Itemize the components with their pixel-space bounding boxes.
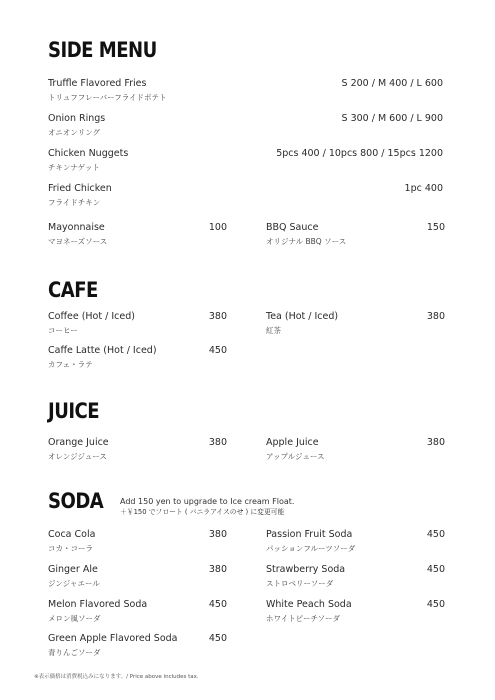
item-name-jp: オニオンリング [48,128,101,137]
menu-item-apple-juice [266,437,324,462]
item-name: Fried Chicken [48,183,112,194]
item-name-jp: カフェ・ラテ [48,360,93,369]
item-price: 380 [208,437,227,448]
item-price: 450 [426,529,445,540]
item-name-jp: オレンジジュース [48,452,107,461]
item-name: Strawberry Soda [266,564,346,575]
item-price: 380 [208,311,227,322]
item-price: 450 [426,599,445,610]
item-name: Ginger Ale [48,564,98,575]
float-upgrade-note [120,496,294,518]
menu-item-truffle-fries [48,78,167,103]
item-name: Truffle Flavored Fries [48,78,147,89]
item-price: 1pc 400 [404,183,443,194]
item-price: 100 [208,222,227,233]
menu-item-caffe-latte [48,345,157,370]
item-name: Coffee (Hot / Iced) [48,311,135,322]
item-name: Orange Juice [48,437,109,448]
item-price: 5pcs 400 / 10pcs 800 / 15pcs 1200 [276,148,443,159]
item-name: Green Apple Flavored Soda [48,633,178,644]
item-name: Tea (Hot / Iced) [266,311,339,322]
menu-item-tea [266,311,338,336]
menu-item-passion-fruit-soda [266,529,355,554]
item-name: Chicken Nuggets [48,148,129,159]
item-name: White Peach Soda [266,599,352,610]
item-name: Coca Cola [48,529,96,540]
item-name-jp: マヨネーズソース [48,237,108,246]
item-name-jp: 青りんごソーダ [48,648,101,657]
item-name: BBQ Sauce [266,222,319,233]
item-name-jp: パッションフルーツソーダ [266,544,356,553]
item-name-jp: 紅茶 [266,326,281,335]
cafe-heading: CAFE [48,278,98,302]
item-name: Melon Flavored Soda [48,599,148,610]
item-price: 380 [208,529,227,540]
item-price: 450 [208,599,227,610]
menu-item-coca-cola [48,529,95,554]
item-name-jp: コーヒー [48,326,78,335]
menu-item-green-apple-soda [48,633,178,658]
item-name-jp: ストロベリーソーダ [266,579,334,588]
menu-item-strawberry-soda [266,564,345,589]
menu-item-mayonnaise [48,222,107,247]
menu-item-ginger-ale [48,564,100,589]
menu-item-fried-chicken [48,183,112,208]
tax-footnote: ※表示価格は消費税込みになります。/ Price above includes tax. [34,674,199,680]
item-price: 450 [426,564,445,575]
item-name-jp: オリジナル BBQ ソース [266,237,347,246]
item-name-jp: ホワイトピーチソーダ [266,614,341,623]
float-note-en: Add 150 yen to upgrade to Ice cream Float. [120,497,295,506]
item-price: 450 [208,633,227,644]
item-price: S 300 / M 600 / L 900 [341,113,443,124]
item-name: Mayonnaise [48,222,105,233]
item-name-jp: トリュフフレーバーフライドポテト [48,93,167,102]
menu-item-chicken-nuggets [48,148,128,173]
menu-item-bbq-sauce [266,222,346,247]
soda-heading: SODA [48,489,104,513]
item-name-jp: チキンナゲット [48,163,100,172]
item-name-jp: ジンジャエール [48,579,100,588]
item-price: 380 [426,437,445,448]
item-name: Onion Rings [48,113,106,124]
item-name: Passion Fruit Soda [266,529,353,540]
item-price: S 200 / M 400 / L 600 [341,78,443,89]
item-price: 380 [208,564,227,575]
menu-item-orange-juice [48,437,109,462]
item-name-jp: コカ・コーラ [48,544,93,553]
item-name-jp: アップルジュース [266,452,325,461]
menu-item-melon-soda [48,599,147,624]
item-price: 150 [426,222,445,233]
item-name-jp: メロン風ソーダ [48,614,101,623]
menu-item-coffee [48,311,135,336]
item-price: 380 [426,311,445,322]
item-price: 450 [208,345,227,356]
side-menu-heading: SIDE MENU [48,38,157,62]
menu-item-white-peach-soda [266,599,352,624]
item-name-jp: フライドチキン [48,198,101,207]
float-note-jp: ＋￥150 でフロート ( バニラアイスのせ ) に変更可能 [120,508,285,516]
menu-item-onion-rings [48,113,105,138]
item-name: Apple Juice [266,437,319,448]
juice-heading: JUICE [48,399,100,423]
item-name: Caffe Latte (Hot / Iced) [48,345,157,356]
